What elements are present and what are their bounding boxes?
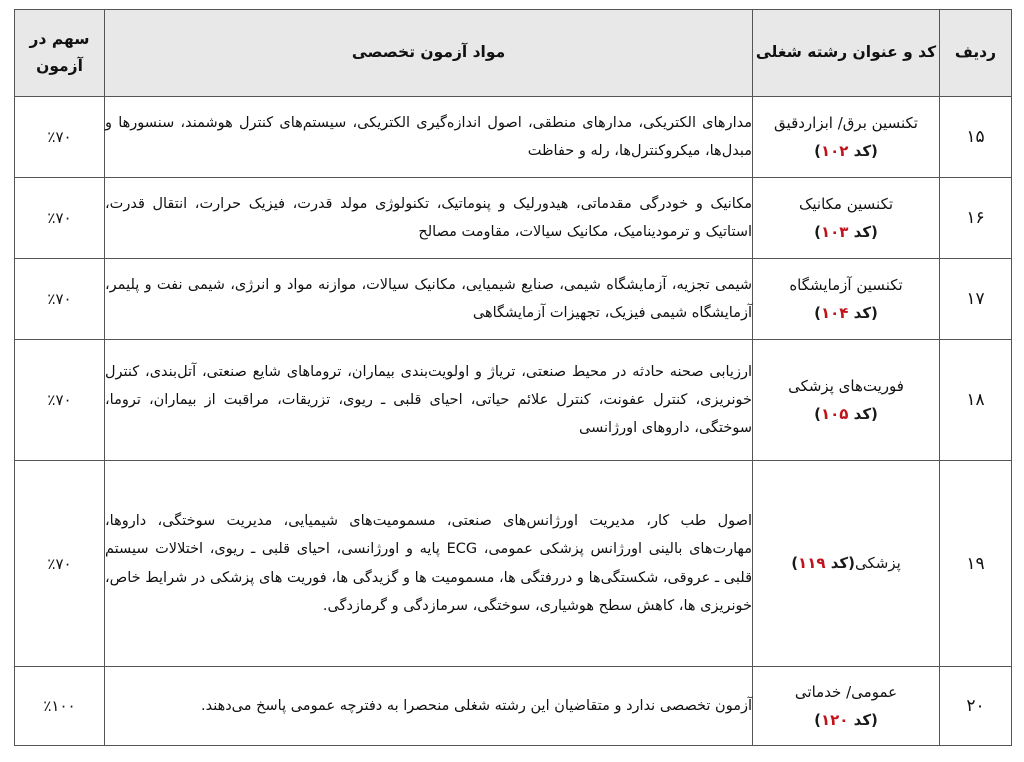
exam-share: ٪۷۰ xyxy=(15,259,105,340)
exam-table-container xyxy=(14,9,1011,746)
job-title: تکنسین آزمایشگاه xyxy=(789,275,903,294)
header-code-title: کد و عنوان رشته شغلی xyxy=(753,10,940,97)
exam-subjects: اصول طب کار، مدیریت اورژانس‌های صنعتی، مسمومیت‌های شیمیایی، مدیریت سوختگی، داروها، مهارت‌های بالینی اورژانس پزشکی عمومی، ECG پایه و اورژانسی، احیای قلبی ـ ریوی، اختلالات سیستم قلبی ـ عروقی، شکستگی‌ها و دررفتگی ها، مسمومیت ها و گزیدگی ها، فوریت های پزشکی در شرایط خاص، خونریزی ها، کاهش سطح هوشیاری، سوختگی، سرمازدگی و گرمازدگی. xyxy=(105,461,753,667)
exam-subjects: شیمی تجزیه، آزمایشگاه شیمی، صنایع شیمیایی، مکانیک سیالات، موازنه مواد و انرژی، شیمی نفت و پلیمر، آزمایشگاه شیمی فیزیک، تجهیزات آزمایشگاهی xyxy=(105,259,753,340)
exam-share: ٪۷۰ xyxy=(15,340,105,461)
row-number: ۱۸ xyxy=(940,340,1012,461)
table-row xyxy=(15,461,1012,667)
job-title: فوریت‌های پزشکی xyxy=(788,376,904,395)
header-subjects: مواد آزمون تخصصی xyxy=(105,10,753,97)
job-code: (کد ۱۰۴) xyxy=(814,304,878,322)
exam-share: ٪۷۰ xyxy=(15,178,105,259)
exam-subjects: مدارهای الکتریکی، مدارهای منطقی، اصول اندازه‌گیری الکتریکی، سیستم‌های کنترل هوشمند، سنسورها و مبدل‌ها، میکروکنترل‌ها، رله و حفاظت xyxy=(105,97,753,178)
table-row xyxy=(15,340,1012,461)
exam-share: ٪۱۰۰ xyxy=(15,667,105,746)
job-title: تکنسین برق/ ابزاردقیق xyxy=(774,113,918,132)
job-code: (کد ۱۲۰) xyxy=(814,711,878,729)
exam-share: ٪۷۰ xyxy=(15,461,105,667)
job-title: تکنسین مکانیک xyxy=(798,194,894,213)
exam-subjects: مکانیک و خودرگی مقدماتی، هیدورلیک و پنوماتیک، تکنولوژی مولد قدرت، فیزیک حرارت، انتقال قدرت، استاتیک و ترمودینامیک، مکانیک سیالات، مقاومت مصالح xyxy=(105,178,753,259)
job-code-title-cell xyxy=(753,461,940,667)
exam-subjects: ارزیابی صحنه حادثه در محیط صنعتی، تریاژ و اولویت‌بندی بیماران، تروماهای شایع صنعتی، آتل‌بندی، کنترل خونریزی، کنترل عفونت، کنترل علائم حیاتی، احیای قلبی ـ ریوی، تزریقات، مراقبت از بیماران، تروما، سوختگی، داروهای اورژانسی xyxy=(105,340,753,461)
exam-subjects-table xyxy=(14,9,1012,746)
row-number: ۲۰ xyxy=(940,667,1012,746)
header-share: سهم در آزمون xyxy=(15,10,105,97)
exam-share: ٪۷۰ xyxy=(15,97,105,178)
job-code-title-cell xyxy=(753,97,940,178)
table-row xyxy=(15,259,1012,340)
row-number: ۱۶ xyxy=(940,178,1012,259)
job-title-with-code: پزشکی(کد ۱۱۹) xyxy=(791,554,901,573)
job-code-title-cell xyxy=(753,340,940,461)
table-row xyxy=(15,97,1012,178)
exam-subjects: آزمون تخصصی ندارد و متقاضیان این رشته شغلی منحصرا به دفترچه عمومی پاسخ می‌دهند. xyxy=(105,667,753,746)
job-code-title-cell xyxy=(753,259,940,340)
job-title: عمومی/ خدماتی xyxy=(794,682,898,701)
table-row xyxy=(15,178,1012,259)
header-row-number: ردیف xyxy=(940,10,1012,97)
row-number: ۱۵ xyxy=(940,97,1012,178)
row-number: ۱۷ xyxy=(940,259,1012,340)
job-code: (کد ۱۰۵) xyxy=(814,405,878,423)
job-code: (کد ۱۰۳) xyxy=(814,223,878,241)
row-number: ۱۹ xyxy=(940,461,1012,667)
job-code: (کد ۱۰۲) xyxy=(814,142,878,160)
table-header-row xyxy=(15,10,1012,97)
job-code-title-cell xyxy=(753,667,940,746)
table-row xyxy=(15,667,1012,746)
job-code-title-cell xyxy=(753,178,940,259)
